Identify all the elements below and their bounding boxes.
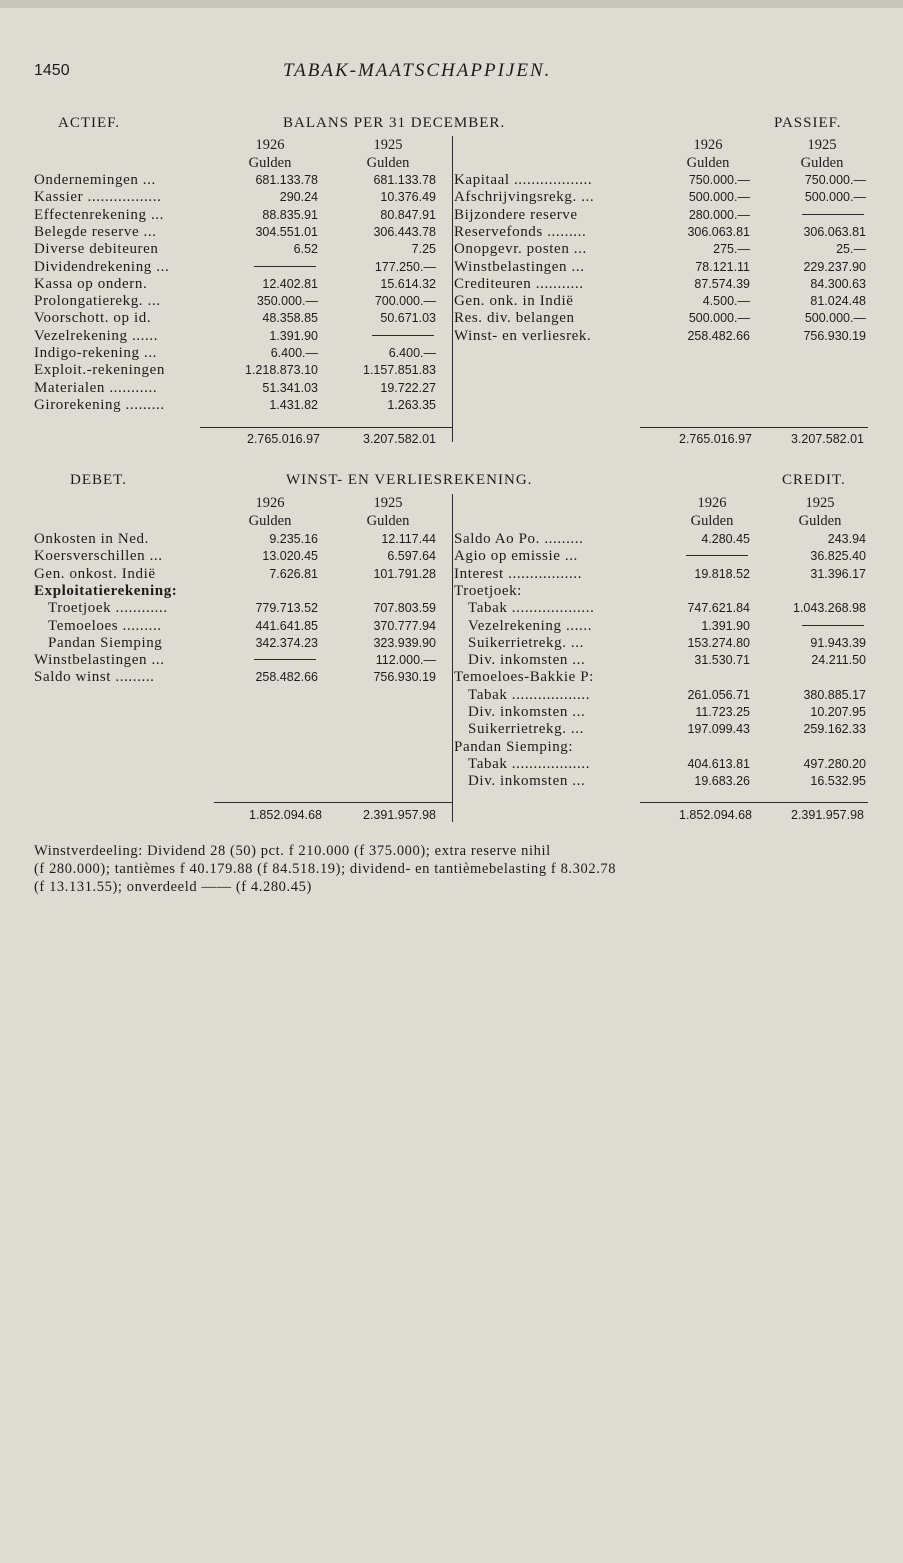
debet-row-label: Exploitatierekening: xyxy=(34,582,178,599)
debet-row-value: 12.117.44 xyxy=(381,532,436,546)
credit-row-value: 4.280.45 xyxy=(701,532,750,546)
nil-dash xyxy=(372,335,434,336)
passief-row-value: 306.063.81 xyxy=(803,224,866,239)
nil-dash xyxy=(686,555,748,556)
debet-row-value: 441.641.85 xyxy=(255,618,318,633)
balans-total: 3.207.582.01 xyxy=(791,432,864,446)
actief-row-value: 350.000.— xyxy=(256,294,318,309)
actief-row-value: 6.400.— xyxy=(270,346,318,360)
credit-row-label: Agio op emissie ... xyxy=(454,548,578,565)
col-unit: Gulden xyxy=(366,155,410,171)
passief-row-label: Reservefonds ......... xyxy=(454,223,587,240)
actief-row-label: Belegde reserve ... xyxy=(34,223,157,240)
passief-row-value: 280.000.— xyxy=(688,207,750,222)
actief-row-value: 177.250.— xyxy=(374,259,436,274)
col-unit: Gulden xyxy=(690,513,734,529)
nil-dash xyxy=(254,659,316,660)
passief-row-value: 81.024.48 xyxy=(810,294,866,309)
credit-row-value: 31.396.17 xyxy=(810,566,866,581)
actief-row-value: 304.551.01 xyxy=(255,224,318,239)
passief-row-value: 25.— xyxy=(836,242,866,257)
actief-row-value: 80.847.91 xyxy=(380,207,436,222)
credit-row-value: 153.274.80 xyxy=(687,635,750,650)
credit-row-value: 747.621.84 xyxy=(687,601,750,616)
debet-row-label: Troetjoek ............ xyxy=(48,600,168,617)
credit-row-value: 1.391.90 xyxy=(701,618,750,633)
col-year: 1925 xyxy=(373,495,403,511)
passief-row-value: 500.000.— xyxy=(688,311,750,326)
actief-row-value: 50.671.03 xyxy=(380,311,436,326)
actief-row-label: Ondernemingen ... xyxy=(34,172,156,188)
actief-row-value: 15.614.32 xyxy=(380,276,436,291)
passief-row-value: 258.482.66 xyxy=(687,328,750,343)
actief-row-label: Exploit.-rekeningen xyxy=(34,362,165,379)
passief-heading: PASSIEF. xyxy=(774,115,842,131)
credit-row-value: 404.613.81 xyxy=(687,756,750,771)
actief-row-value: 1.263.35 xyxy=(387,397,436,412)
actief-row-label: Kassa op ondern. xyxy=(34,275,148,292)
col-unit: Gulden xyxy=(800,155,844,171)
actief-row-value: 290.24 xyxy=(279,190,318,205)
winstverdeeling-line: (f 280.000); tantièmes f 40.179.88 (f 84.518.19); dividend- en tantièmebelasting f 8.302.78 xyxy=(34,861,617,877)
actief-row-label: Kassier ................. xyxy=(34,189,162,206)
winst-total: 2.391.957.98 xyxy=(363,808,436,822)
col-unit: Gulden xyxy=(366,513,410,529)
actief-row-label: Prolongatierekg. ... xyxy=(34,293,161,310)
credit-row-label: Tabak .................. xyxy=(468,755,591,772)
winst-total: 2.391.957.98 xyxy=(791,808,864,822)
passief-row-value: 500.000.— xyxy=(804,190,866,205)
balans-total: 3.207.582.01 xyxy=(363,432,436,446)
actief-row-value: 1.218.873.10 xyxy=(245,363,318,378)
actief-row-value: 700.000.— xyxy=(374,294,436,309)
debet-row-label: Temoeloes ......... xyxy=(48,617,162,634)
actief-row-value: 1.157.851.83 xyxy=(363,363,436,378)
passief-row-label: Gen. onk. in Indië xyxy=(454,293,574,310)
debet-row-value: 6.597.64 xyxy=(387,549,436,564)
nil-dash xyxy=(802,214,864,215)
debet-row-label: Onkosten in Ned. xyxy=(34,531,150,547)
actief-row-value: 48.358.85 xyxy=(262,311,318,326)
debet-row-value: 13.020.45 xyxy=(262,549,318,564)
debet-row-value: 9.235.16 xyxy=(269,532,318,546)
debet-row-value: 7.626.81 xyxy=(269,566,318,581)
debet-row-value: 342.374.23 xyxy=(255,635,318,650)
actief-row-value: 681.133.78 xyxy=(373,173,436,187)
credit-row-label: Div. inkomsten ... xyxy=(468,773,586,790)
passief-row-label: Afschrijvingsrekg. ... xyxy=(454,189,595,206)
nil-dash xyxy=(802,625,864,626)
credit-row-value: 19.818.52 xyxy=(694,566,750,581)
debet-row-value: 707.803.59 xyxy=(373,601,436,616)
passief-row-value: 500.000.— xyxy=(688,190,750,205)
credit-row-value: 1.043.268.98 xyxy=(793,601,866,616)
balans-total: 2.765.016.97 xyxy=(247,432,320,446)
col-unit: Gulden xyxy=(798,513,842,529)
actief-row-value: 10.376.49 xyxy=(380,190,436,205)
credit-row-label: Suikerrietrekg. ... xyxy=(468,721,584,738)
passief-row-value: 229.237.90 xyxy=(803,259,866,274)
actief-heading: ACTIEF. xyxy=(58,115,121,131)
winstverdeeling-line: (f 13.131.55); onverdeeld —— (f 4.280.45) xyxy=(34,879,312,895)
winst-total: 1.852.094.68 xyxy=(679,808,752,822)
passief-row-label: Winstbelastingen ... xyxy=(454,258,585,275)
debet-row-value: 258.482.66 xyxy=(255,670,318,685)
col-year: 1925 xyxy=(807,137,837,153)
col-unit: Gulden xyxy=(686,155,730,171)
passief-row-value: 84.300.63 xyxy=(810,276,866,291)
credit-row-value: 36.825.40 xyxy=(810,549,866,564)
credit-row-value: 259.162.33 xyxy=(803,722,866,737)
credit-heading: CREDIT. xyxy=(782,472,846,488)
credit-row-label: Troetjoek: xyxy=(454,582,522,599)
passief-row-value: 500.000.— xyxy=(804,311,866,326)
col-year: 1926 xyxy=(693,137,723,153)
balans-total: 2.765.016.97 xyxy=(679,432,752,446)
credit-row-value: 24.211.50 xyxy=(811,653,866,668)
credit-row-label: Div. inkomsten ... xyxy=(468,704,586,720)
actief-row-value: 88.835.91 xyxy=(262,207,318,222)
col-year: 1926 xyxy=(255,495,285,511)
actief-row-value: 681.133.78 xyxy=(255,173,318,187)
debet-row-value: 112.000.— xyxy=(375,653,436,668)
credit-row-label: Pandan Siemping: xyxy=(454,738,574,755)
col-year: 1926 xyxy=(697,495,727,511)
credit-row-label: Temoeloes-Bakkie P: xyxy=(454,669,594,686)
page-title: TABAK-MAATSCHAPPIJEN. xyxy=(283,60,552,81)
passief-row-value: 4.500.— xyxy=(702,294,750,309)
credit-row-value: 497.280.20 xyxy=(803,756,866,771)
winstverdeeling-line: Winstverdeeling: Dividend 28 (50) pct. f 210.000 (f 375.000); extra reserve nihil xyxy=(34,843,551,859)
col-year: 1926 xyxy=(255,137,285,153)
credit-row-value: 11.723.25 xyxy=(695,705,750,719)
passief-row-label: Crediteuren ........... xyxy=(454,275,584,292)
debet-row-label: Gen. onkost. Indië xyxy=(34,565,156,582)
actief-row-value: 12.402.81 xyxy=(262,276,318,291)
actief-row-label: Materialen ........... xyxy=(34,379,158,396)
passief-row-label: Winst- en verliesrek. xyxy=(454,327,592,344)
credit-row-value: 16.532.95 xyxy=(810,774,866,789)
credit-row-label: Vezelrekening ...... xyxy=(468,617,593,634)
debet-row-label: Koersverschillen ... xyxy=(34,548,163,565)
credit-row-value: 10.207.95 xyxy=(810,705,866,719)
credit-row-value: 91.943.39 xyxy=(810,635,866,650)
scan-top-edge xyxy=(0,0,903,8)
debet-row-value: 323.939.90 xyxy=(373,635,436,650)
col-unit: Gulden xyxy=(248,513,292,529)
actief-row-label: Voorschott. op id. xyxy=(34,310,152,327)
winst-divider xyxy=(452,494,453,822)
actief-row-value: 1.391.90 xyxy=(269,328,318,343)
credit-row-value: 380.885.17 xyxy=(803,687,866,702)
passief-row-value: 275.— xyxy=(713,242,750,257)
credit-row-label: Tabak .................. xyxy=(468,686,591,703)
col-year: 1925 xyxy=(373,137,403,153)
passief-row-value: 756.930.19 xyxy=(803,328,866,343)
debet-row-value: 756.930.19 xyxy=(373,670,436,685)
passief-row-value: 750.000.— xyxy=(804,173,866,187)
credit-row-label: Interest ................. xyxy=(454,565,583,582)
credit-row-value: 261.056.71 xyxy=(687,687,750,702)
balans-title: BALANS PER 31 DECEMBER. xyxy=(283,115,506,131)
passief-row-label: Bijzondere reserve xyxy=(454,206,578,223)
actief-row-label: Diverse debiteuren xyxy=(34,241,159,258)
debet-heading: DEBET. xyxy=(70,472,127,488)
actief-row-value: 6.52 xyxy=(293,242,318,257)
actief-row-label: Dividendrekening ... xyxy=(34,258,170,275)
passief-row-label: Kapitaal .................. xyxy=(454,172,593,188)
actief-row-value: 19.722.27 xyxy=(380,380,436,395)
credit-row-label: Tabak ................... xyxy=(468,600,595,617)
actief-row-value: 1.431.82 xyxy=(269,397,318,412)
passief-row-value: 87.574.39 xyxy=(694,276,750,291)
credit-row-label: Suikerrietrekg. ... xyxy=(468,634,584,651)
credit-row-value: 243.94 xyxy=(827,532,866,546)
actief-row-label: Effectenrekening ... xyxy=(34,206,165,223)
total-rule xyxy=(640,802,868,803)
passief-row-value: 750.000.— xyxy=(688,173,750,187)
debet-row-value: 370.777.94 xyxy=(373,618,436,633)
debet-row-value: 779.713.52 xyxy=(255,601,318,616)
nil-dash xyxy=(254,266,316,267)
actief-row-label: Indigo-rekening ... xyxy=(34,345,158,361)
actief-row-label: Vezelrekening ...... xyxy=(34,327,159,344)
page-number: 1450 xyxy=(34,62,70,79)
passief-row-value: 78.121.11 xyxy=(695,259,750,274)
winst-total: 1.852.094.68 xyxy=(249,808,322,822)
debet-row-label: Saldo winst ......... xyxy=(34,669,155,686)
credit-row-label: Saldo Ao Po. ......... xyxy=(454,531,584,547)
credit-row-value: 19.683.26 xyxy=(694,774,750,789)
credit-row-label: Div. inkomsten ... xyxy=(468,652,586,669)
debet-row-value: 101.791.28 xyxy=(373,566,436,581)
passief-row-value: 306.063.81 xyxy=(687,224,750,239)
actief-row-value: 306.443.78 xyxy=(373,224,436,239)
actief-row-value: 7.25 xyxy=(411,242,436,257)
credit-row-value: 197.099.43 xyxy=(687,722,750,737)
balans-divider xyxy=(452,136,453,442)
col-year: 1925 xyxy=(805,495,835,511)
passief-row-label: Res. div. belangen xyxy=(454,310,575,327)
winst-title: WINST- EN VERLIESREKENING. xyxy=(286,472,533,488)
total-rule xyxy=(214,802,452,803)
actief-row-value: 51.341.03 xyxy=(262,380,318,395)
total-rule xyxy=(640,427,868,428)
credit-row-value: 31.530.71 xyxy=(694,653,750,668)
col-unit: Gulden xyxy=(248,155,292,171)
actief-row-value: 6.400.— xyxy=(388,346,436,360)
actief-row-label: Girorekening ......... xyxy=(34,396,165,413)
total-rule xyxy=(200,427,452,428)
debet-row-label: Winstbelastingen ... xyxy=(34,652,165,669)
passief-row-label: Onopgevr. posten ... xyxy=(454,241,587,258)
debet-row-label: Pandan Siemping xyxy=(48,634,163,651)
